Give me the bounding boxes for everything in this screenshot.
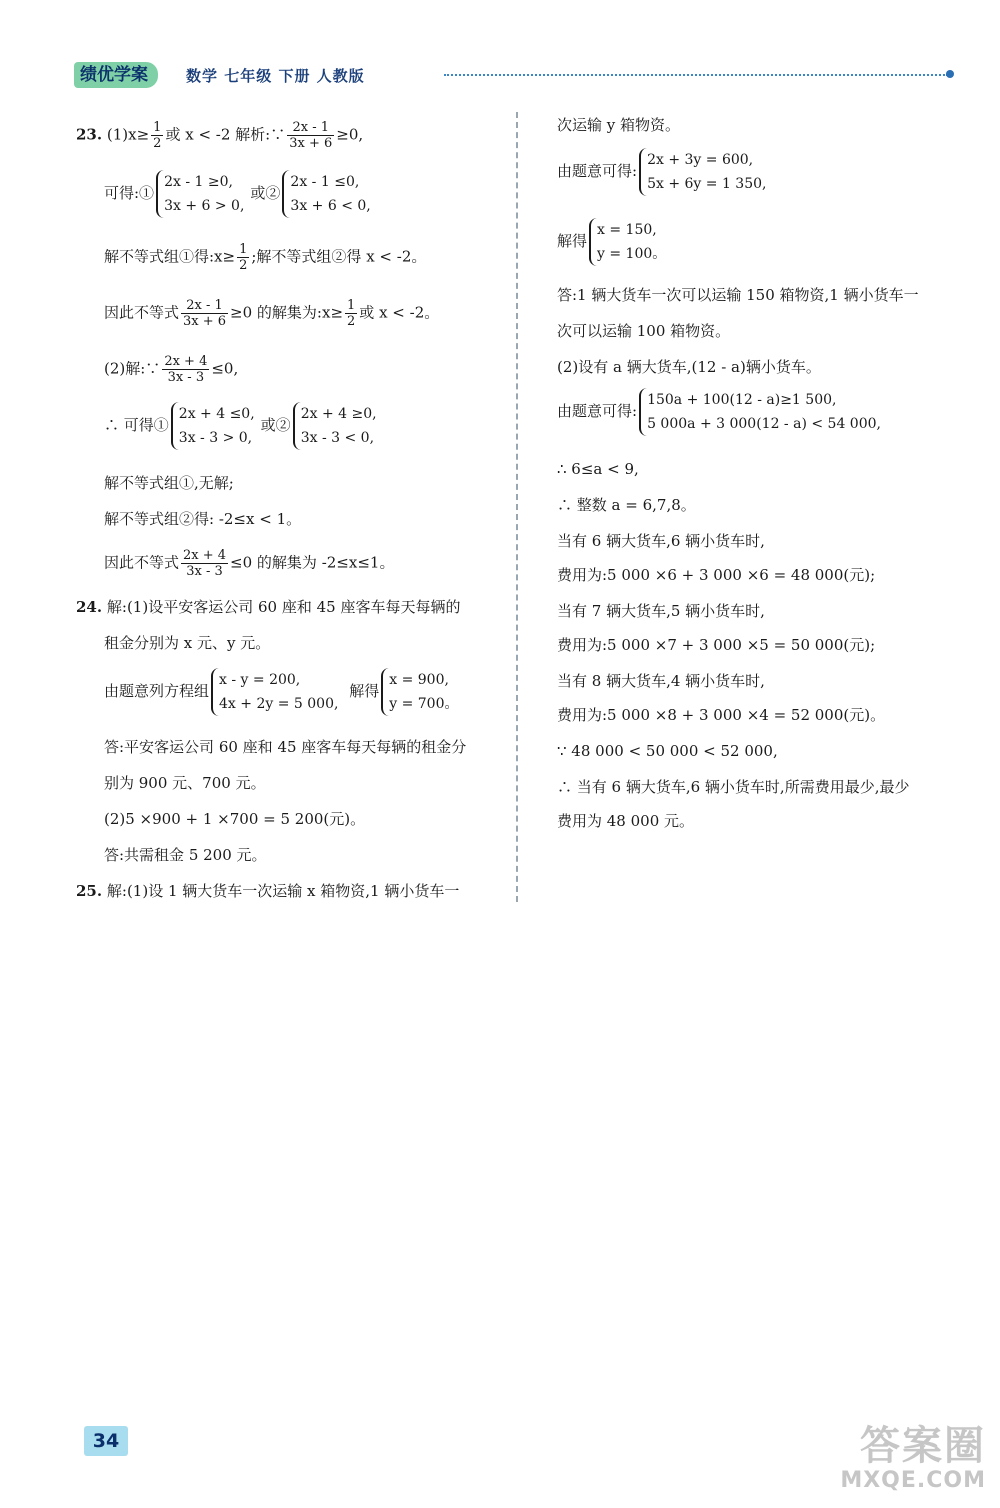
r-c3: 当有 8 辆大货车,4 辆小货车时, — [557, 672, 765, 690]
q23-systems2 — [104, 402, 383, 450]
frac-num: 2x + 4 — [183, 548, 227, 563]
q23-c2-b: ≤0 的解集为 -2≤x≤1。 — [230, 553, 395, 572]
q23-conclusion — [104, 298, 439, 329]
sys-line: x = 150, — [597, 222, 657, 238]
watermark-top: 答案圈 — [860, 1423, 986, 1469]
frac-num: 1 — [239, 242, 248, 257]
r-r2: ∴ 整数 a = 6,7,8。 — [557, 496, 696, 514]
q23-solve1 — [104, 242, 426, 273]
q25-line1 — [76, 880, 459, 902]
q23-or: 或② — [250, 184, 281, 202]
q23-number: 23. — [76, 125, 103, 144]
r-f3: 费用为:5 000 ×8 + 3 000 ×4 = 52 000(元)。 — [557, 706, 886, 724]
header-divider — [444, 74, 948, 76]
system-q24-result — [381, 668, 462, 716]
frac-den: 3x - 3 — [167, 370, 205, 385]
frac-den: 2 — [153, 136, 162, 151]
q24-l1: 解:(1)设平安客运公司 60 座和 45 座客车每天每辆的 — [106, 598, 461, 616]
q24-sys-intro: 由题意列方程组 — [104, 682, 210, 700]
q24-answer3: 答:共需租金 5 200 元。 — [104, 846, 267, 864]
q24-answer1: 答:平安客运公司 60 座和 45 座客车每天每辆的租金分 — [104, 738, 467, 756]
page-number: 34 — [84, 1426, 128, 1456]
r-c2: 当有 7 辆大货车,5 辆小货车时, — [557, 602, 765, 620]
frac-num: 2x + 4 — [164, 354, 208, 369]
q24-system — [104, 668, 465, 716]
frac-num: 1 — [153, 120, 162, 135]
sys-line: 3x + 6 > 0, — [164, 198, 245, 214]
q23-concl-b: ≥0 的解集为:x≥ — [230, 303, 344, 322]
fraction-f1 — [287, 120, 334, 151]
q24-number: 24. — [76, 598, 103, 616]
frac-den: 2 — [239, 258, 248, 273]
q23-p1-mid: 或 x < -2 解析:∵ — [165, 125, 286, 144]
header-dot — [946, 70, 954, 78]
q23-solve-b: ;解不等式组②得 x < -2。 — [251, 247, 427, 266]
r-f2: 费用为:5 000 ×7 + 3 000 ×5 = 50 000(元); — [557, 636, 876, 654]
r-l1: 次运输 y 箱物资。 — [557, 116, 681, 134]
q23-solve-a: 解不等式组①得:x≥ — [104, 247, 236, 266]
sys-line: 5 000a + 3 000(12 - a) < 54 000, — [647, 416, 881, 432]
frac-num: 2x - 1 — [287, 120, 334, 136]
system-q24 — [211, 668, 342, 716]
fraction-f2 — [181, 548, 228, 579]
q23-s1: 解不等式组①,无解; — [104, 474, 234, 492]
q23-part2 — [104, 354, 238, 385]
system-c — [171, 402, 259, 450]
q24-line2: 租金分别为 x 元、y 元。 — [104, 634, 271, 652]
q23-s2: 解不等式组②得: -2≤x < 1。 — [104, 510, 302, 528]
sys-line: 2x - 1 ≤0, — [290, 174, 360, 190]
r-sol-intro: 解得 — [557, 232, 588, 250]
watermark — [814, 1424, 986, 1500]
system-a — [156, 170, 248, 218]
frac-den: 2 — [347, 314, 356, 329]
r-r1: ∴ 6≤a < 9, — [557, 460, 639, 478]
r-a2: 次可以运输 100 箱物资。 — [557, 322, 731, 340]
r-solution — [557, 218, 672, 266]
q23-concl-c: 或 x < -2。 — [359, 303, 440, 322]
q23-part1 — [76, 120, 363, 151]
frac-num: 2x - 1 — [181, 298, 228, 314]
system-r1 — [639, 148, 770, 196]
frac-den: 3x - 3 — [186, 564, 223, 579]
sys-line: 3x + 6 < 0, — [290, 198, 371, 214]
r-c1: 当有 6 辆大货车,6 辆小货车时, — [557, 532, 765, 550]
sys-line: 2x - 1 ≥0, — [164, 174, 233, 190]
fraction-f1 — [181, 298, 228, 329]
q24-answer2: 别为 900 元、700 元。 — [104, 774, 266, 792]
fraction-half — [237, 242, 249, 273]
sys-line: x - y = 200, — [219, 672, 301, 688]
q24-line1 — [76, 596, 460, 618]
r-sys2-intro: 由题意可得: — [557, 402, 638, 420]
system-d — [293, 402, 381, 450]
subject-label: 数学 七年级 下册 人教版 — [186, 67, 365, 85]
page-header — [74, 62, 964, 90]
column-divider — [516, 112, 518, 902]
sys-line: 2x + 4 ≥0, — [300, 406, 377, 422]
frac-num: 1 — [347, 298, 356, 313]
q23-or: 或② — [260, 416, 291, 434]
r-con2: 费用为 48 000 元。 — [557, 812, 695, 830]
sys-line: x = 900, — [389, 672, 449, 688]
watermark-bottom: MXQE.COM — [840, 1468, 986, 1493]
system-r2 — [639, 388, 885, 436]
r-cmp: ∵ 48 000 < 50 000 < 52 000, — [557, 742, 778, 760]
frac-den: 3x + 6 — [183, 314, 227, 329]
q23-sys-intro: 可得:① — [104, 184, 155, 202]
q23-c2-a: 因此不等式 — [104, 553, 180, 572]
sys-line: y = 700。 — [389, 696, 459, 712]
system-b — [282, 170, 374, 218]
q25-l1: 解:(1)设 1 辆大货车一次运输 x 箱物资,1 辆小货车一 — [106, 882, 460, 900]
sys-line: 4x + 2y = 5 000, — [219, 696, 339, 712]
sys-line: 2x + 3y = 600, — [647, 152, 754, 168]
sys-line: 150a + 100(12 - a)≥1 500, — [647, 392, 837, 408]
sys-line: 2x + 4 ≤0, — [178, 406, 255, 422]
sys-line: 3x - 3 < 0, — [300, 430, 375, 446]
q23-p2-tail: ≤0, — [211, 359, 239, 378]
q23-systems — [104, 170, 377, 218]
q23-concl-a: 因此不等式 — [104, 303, 180, 322]
q24-part2: (2)5 ×900 + 1 ×700 = 5 200(元)。 — [104, 810, 366, 828]
q23-conclusion2 — [104, 548, 394, 579]
r-f1: 费用为:5 000 ×6 + 3 000 ×6 = 48 000(元); — [557, 566, 876, 584]
brand-logo: 绩优学案 — [74, 62, 158, 88]
sys-line: 5x + 6y = 1 350, — [647, 176, 767, 192]
r-con1: ∴ 当有 6 辆大货车,6 辆小货车时,所需费用最少,最少 — [557, 778, 910, 796]
r-p2: (2)设有 a 辆大货车,(12 - a)辆小货车。 — [557, 358, 821, 376]
q23-p1-lead: (1)x≥ — [106, 125, 150, 144]
r-system2 — [557, 388, 887, 436]
sys-line: y = 100。 — [597, 246, 667, 262]
r-system1 — [557, 148, 772, 196]
fraction-half — [151, 120, 163, 151]
q24-solve-word: 解得 — [349, 682, 380, 700]
frac-den: 3x + 6 — [289, 136, 333, 151]
r-sys1-intro: 由题意可得: — [557, 162, 638, 180]
sys-line: 3x - 3 > 0, — [178, 430, 253, 446]
fraction-f2 — [162, 354, 209, 385]
q23-p1-tail: ≥0, — [336, 125, 364, 144]
system-r-sol — [589, 218, 670, 266]
r-a1: 答:1 辆大货车一次可以运输 150 箱物资,1 辆小货车一 — [557, 286, 919, 304]
q25-number: 25. — [76, 882, 103, 900]
q23-p2-intro: ∴ 可得① — [104, 416, 169, 434]
fraction-half — [345, 298, 357, 329]
q23-p2-lead: (2)解:∵ — [104, 359, 161, 378]
